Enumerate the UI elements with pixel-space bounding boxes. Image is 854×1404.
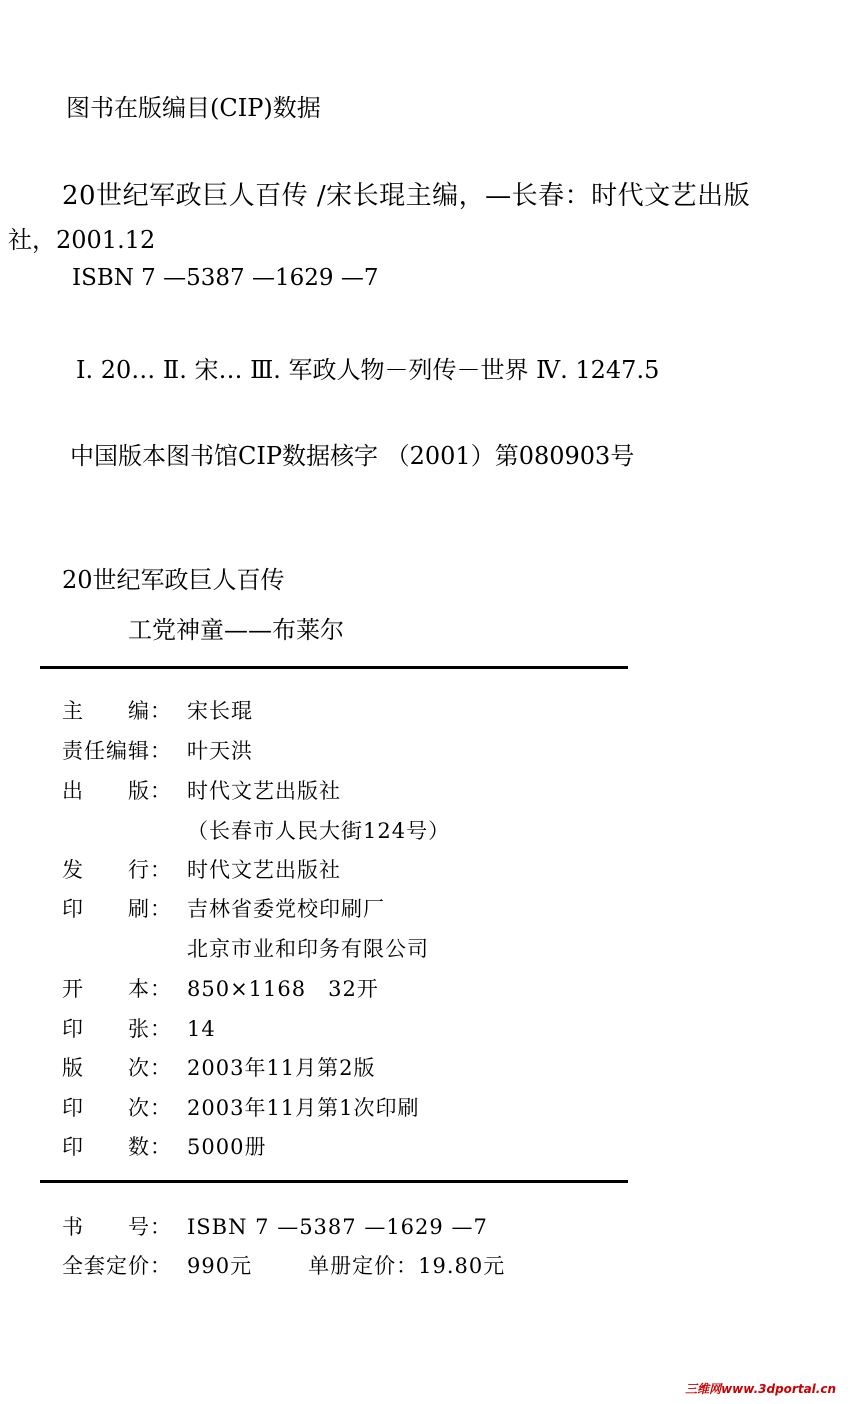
colophon-print-run (62, 1131, 266, 1161)
cip-classification: Ⅰ. 20… Ⅱ. 宋… Ⅲ. 军政人物－列传－世界 Ⅳ. 1247.5 (76, 356, 660, 384)
colophon-format (62, 973, 379, 1003)
book-title: 工党神童——布莱尔 (128, 616, 344, 644)
field-value: 吉林省委党校印刷厂 (187, 897, 385, 921)
field-value: ISBN 7 —5387 —1629 —7 (187, 1215, 488, 1239)
field-value: 2003年11月第2版 (187, 1056, 376, 1080)
field-value: 时代文艺出版社 (187, 779, 341, 803)
cip-isbn: ISBN 7 —5387 —1629 —7 (72, 265, 379, 291)
series-title: 20世纪军政巨人百传 (62, 566, 285, 594)
field-label: 开 本： (62, 977, 172, 1001)
field-label: 印 次： (62, 1096, 172, 1120)
colophon-sheets (62, 1013, 216, 1043)
field-label: 责任编辑： (62, 739, 172, 763)
field-value: 宋长琨 (187, 699, 253, 723)
single-price-label: 单册定价： (308, 1254, 419, 1278)
field-label: 印 张： (62, 1017, 172, 1041)
set-price-value: 990元 (187, 1254, 253, 1278)
colophon-printing (62, 1092, 420, 1122)
colophon-distributor (62, 854, 341, 884)
field-value: 叶天洪 (187, 739, 253, 763)
colophon-responsible-editor (62, 735, 253, 765)
set-price-label: 全套定价： (62, 1254, 172, 1278)
field-value: 5000册 (187, 1135, 267, 1159)
cip-catalog-line-2: 社，2001.12 (8, 226, 156, 254)
bottom-rule (40, 1180, 628, 1183)
price-line (62, 1250, 505, 1280)
field-value: 2003年11月第1次印刷 (187, 1096, 420, 1120)
colophon-edition (62, 1052, 376, 1082)
top-rule (40, 666, 628, 669)
colophon-publisher (62, 775, 341, 805)
field-label: 印 刷： (62, 897, 172, 921)
cip-title: 图书在版编目(CIP)数据 (66, 94, 321, 122)
field-value: 时代文艺出版社 (187, 858, 341, 882)
field-value: 14 (187, 1017, 216, 1041)
cip-catalog-line-1: 20世纪军政巨人百传 /宋长琨主编，—长春：时代文艺出版 (62, 181, 751, 211)
colophon-editor (62, 695, 253, 725)
field-value: 850×1168 32开 (187, 977, 379, 1001)
cip-approval-number: 中国版本图书馆CIP数据核字 （2001）第080903号 (70, 442, 635, 470)
single-price-value: 19.80元 (418, 1254, 506, 1278)
field-label: 版 次： (62, 1056, 172, 1080)
colophon-publisher-address: （长春市人民大街124号） (187, 819, 451, 843)
field-label: 出 版： (62, 779, 172, 803)
watermark-logo: 三维网www.3dportal.cn (685, 1382, 836, 1396)
colophon-printer-2: 北京市业和印务有限公司 (187, 937, 429, 961)
colophon-printer (62, 893, 385, 923)
book-number (62, 1211, 488, 1241)
field-label: 印 数： (62, 1135, 172, 1159)
field-label: 发 行： (62, 858, 172, 882)
field-label: 书 号： (62, 1215, 172, 1239)
field-label: 主 编： (62, 699, 172, 723)
